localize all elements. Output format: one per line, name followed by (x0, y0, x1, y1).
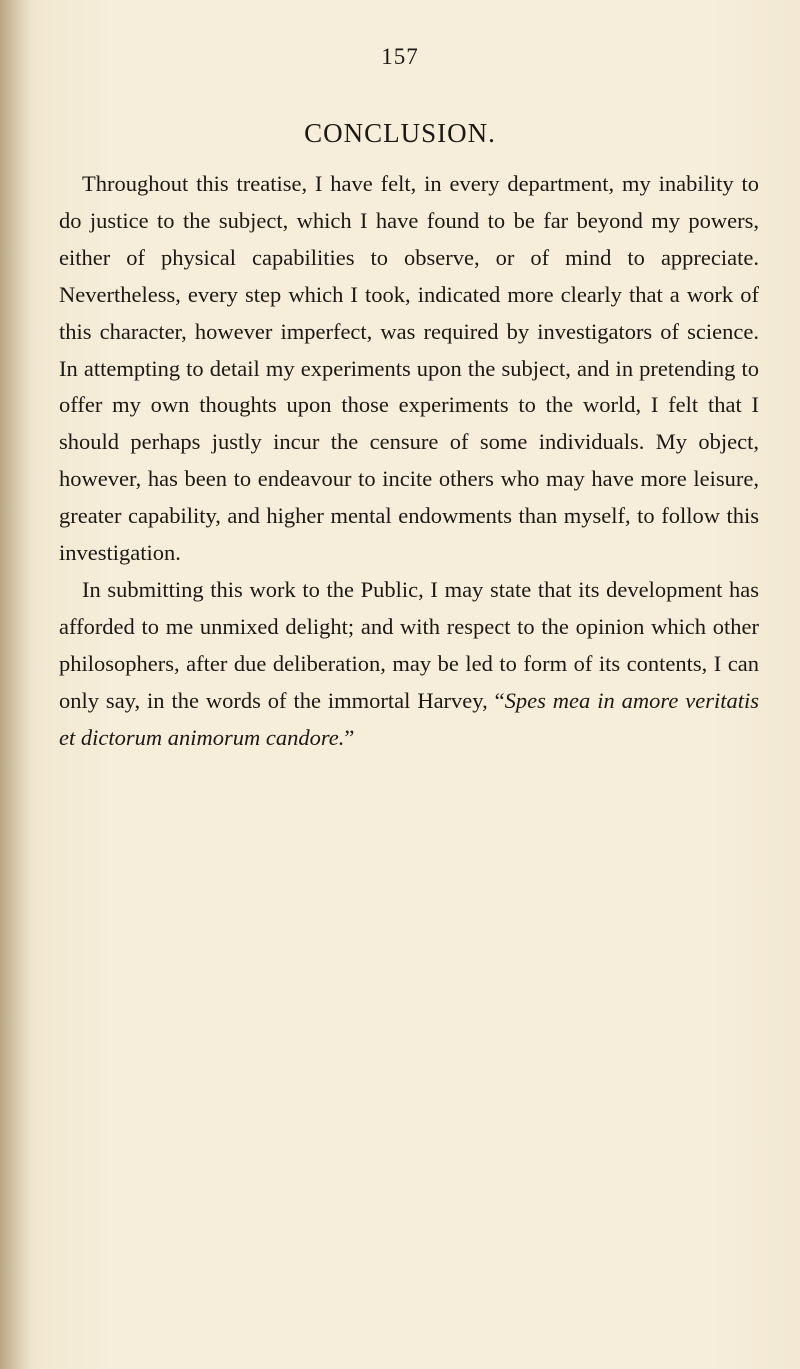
paragraph-2 (59, 572, 759, 757)
binding-shadow (0, 0, 30, 1369)
paragraph-2-text: In submitting this work to the Public, I may state that its development has afforded to me unmixed delight; and with respect to the opinion which other philosophers, after due deliberation, may be led to form of its contents, I can only say, in the words of the immortal Harvey, “ (59, 576, 759, 713)
page-number: 157 (381, 44, 419, 69)
closing-quote-mark: ” (344, 724, 355, 750)
body-text (59, 166, 759, 757)
latin-quote: Spes mea in amore veritatis et dictorum animorum candore. (59, 687, 759, 750)
paragraph-1: Throughout this treatise, I have felt, in every department, my inability to do justice to the subject, which I have found to be far beyond my powers, either of physical capabilities to observe, or of mind to appreciate. Nevertheless, every step which I took, indicated more clearly that a work of this character, however imperfect, was required by investigators of science. In attempting to detail my experiments upon the subject, and in pretending to offer my own thoughts upon those experiments to the world, I felt that I should perhaps justly incur the censure of some individuals. My object, however, has been to endeavour to incite others who may have more leisure, greater capability, and higher mental endowments than myself, to follow this investigation. (59, 171, 759, 566)
chapter-title: CONCLUSION. (304, 118, 496, 148)
